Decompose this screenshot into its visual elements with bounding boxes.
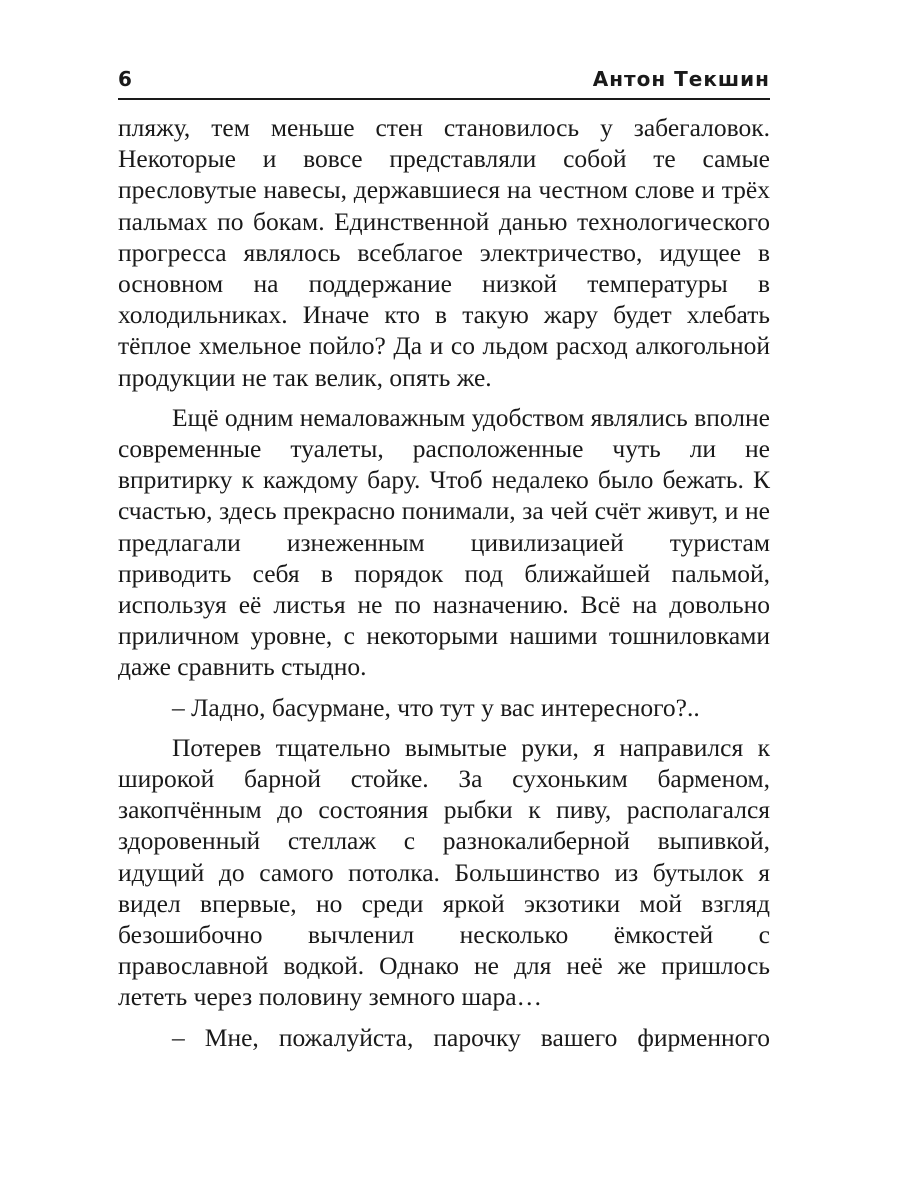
book-page <box>118 62 770 1172</box>
running-header-author: Антон Текшин <box>592 67 770 91</box>
paragraph: пляжу, тем меньше стен становилось у забегаловок. Некоторые и вовсе представляли собой те самые пресловутые навесы, державшиеся на честном слове и трёх пальмах по бокам. Единственной данью технологического прогресса являлось всеблагое электричество, идущее в основном на поддержание низкой температуры в холодильниках. Иначе кто в такую жару будет хлебать тёплое хмельное пойло? Да и со льдом расход алкогольной продукции не так велик, опять же. <box>118 113 770 392</box>
paragraph: Ещё одним немаловажным удобством являлись вполне современные туалеты, расположенные чуть ли не впритирку к каждому бару. Чтоб недалеко было бежать. К счастью, здесь прекрасно понимали, за чей счёт живут, и не предлагали изнеженным цивилизацией туристам приводить себя в порядок под ближайшей пальмой, используя её листья не по назначению. Всё на довольно приличном уровне, с некоторыми нашими тошниловками даже сравнить стыдно. <box>118 402 770 682</box>
page-number: 6 <box>118 67 133 91</box>
paragraph: – Мне, пожалуйста, парочку вашего фирменного <box>172 1022 770 1052</box>
paragraph: – Ладно, басурмане, что тут у вас интересного?.. <box>172 692 700 722</box>
running-header <box>118 62 770 96</box>
header-rule <box>118 98 770 100</box>
paragraph: Потерев тщательно вымытые руки, я направился к широкой барной стойке. За сухоньким барменом, закопчённым до состояния рыбки к пиву, располагался здоровенный стеллаж с разнокалиберной выпивкой, идущий до самого потолка. Большинство из бутылок я видел впервые, но среди яркой экзотики мой взгляд безошибочно вычленил несколько ёмкостей с православной водкой. Однако не для неё же пришлось лететь через половину земного шара… <box>118 732 770 1012</box>
body-text <box>118 112 770 1053</box>
